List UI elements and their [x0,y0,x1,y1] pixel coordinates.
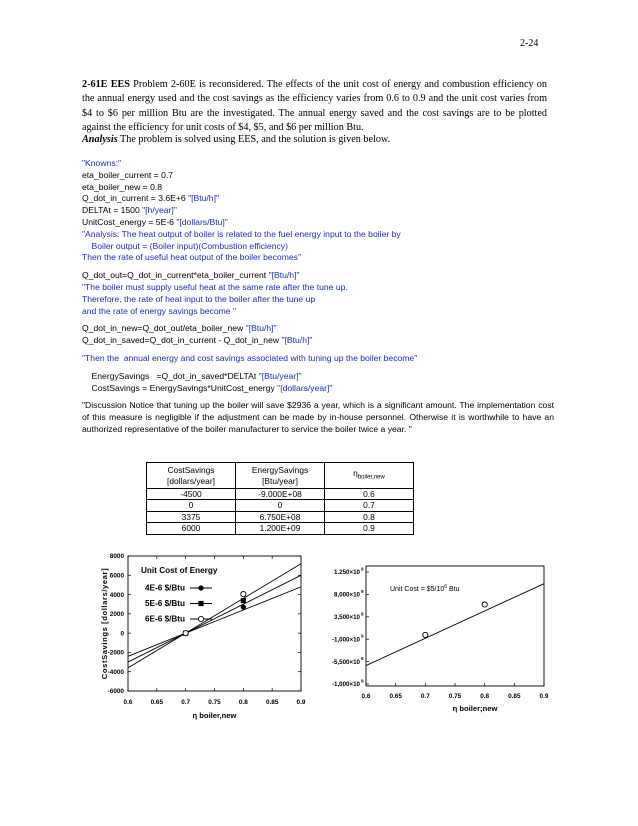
chart-series-lines [366,584,544,666]
code-unit-comment: "[Btu/h]" [188,193,220,204]
y-tick-label: 6000 [109,572,124,580]
table-cell: 0.6 [325,489,414,500]
table-cell: 1.200E+09 [236,523,325,534]
data-point [198,601,203,606]
code-unit-comment: "[dollars/Btu]" [176,216,228,227]
y-tick-label: -5,500×10 [331,658,360,666]
y-tick-label: 0 [120,630,124,638]
chart-markers [183,585,246,635]
table-cell: 3375 [147,511,236,522]
page-number: 2-24 [520,38,539,49]
code-line: "Then the annual energy and cost savings associated with tuning up the boiler become" [82,352,418,363]
table-row [147,511,414,522]
code-expression: EnergySavings =Q_dot_in_saved*DELTAt [82,370,259,381]
problem-tag: EES [110,79,130,90]
data-point [198,585,203,590]
x-tick-label: 0.7 [181,699,191,706]
chart-markers [423,602,488,638]
y-tick-label: 2000 [109,611,124,619]
code-line: Then the rate of useful heat output of the boiler becomes" [82,252,301,263]
x-tick-label: 0.6 [361,693,371,700]
data-point [423,632,428,637]
annotation [390,584,460,593]
table-row [147,500,414,511]
x-tick-label: 0.9 [539,693,549,700]
table-row [147,523,414,534]
code-unit-comment: "[h/year]" [142,205,177,216]
data-point [482,602,487,607]
data-point [241,605,246,610]
header-sub: boiler,new [357,474,385,481]
y-tick-label: -6000 [107,688,124,696]
chart-axes [128,556,301,691]
y-tick-exponent: 9 [361,633,364,639]
code-line: Therefore, the rate of heat input to the boiler after the tune up [82,293,316,304]
x-tick-label: 0.6 [123,699,133,706]
data-point [198,616,203,621]
code-line [82,193,562,205]
x-tick-label: 0.8 [238,699,248,706]
energy-savings-chart [316,548,556,728]
problem-text: Problem 2-60E is reconsidered. The effects of the unit cost of energy and combustion efficiency on the annual energy used and the cost savings as the efficiency varies from 0.6 to 0.9 and the unit cost varies from $4 to $6 per million Btu are the investigated. The annual energy saved and the cost savings are to be plotted against the efficiency for unit costs of $4, $5, and $6 per million Btu. [82,79,547,134]
code-expression: UnitCost_energy = 5E-6 [82,216,177,227]
code-line: "Knowns:" [82,158,122,168]
y-tick-label: 4000 [109,591,124,599]
code-line [82,371,562,383]
cost-savings-chart [96,548,312,728]
y-tick-exponent: 9 [361,678,364,684]
y-axis-label: CostSavings [dollars/year] [100,567,109,680]
header-name: EnergySavings [251,465,309,476]
annotation-sup: 6 [444,584,448,590]
plot-frame [128,556,301,691]
data-point [241,598,246,603]
y-tick-label: 8,000×10 [334,591,360,599]
analysis-paragraph [82,134,552,145]
x-tick-label: 0.8 [480,693,490,700]
series-line [366,584,544,666]
table-cell: 0.8 [325,511,414,522]
x-tick-label: 0.7 [420,693,430,700]
code-line: Boiler output = (Boiler input)(Combustion efficiency) [82,240,288,251]
code-expression: Q_dot_in_current = 3.6E+6 [82,193,189,204]
header-name: η [353,467,358,478]
x-tick-label: 0.85 [508,693,521,700]
code-unit-comment: "[Btu/h]" [268,270,300,281]
y-tick-label: 3,500×10 [334,614,360,621]
plot-frame [366,566,544,686]
data-point [241,591,246,596]
table-cell: -9.000E+08 [236,489,325,500]
code-line: eta_boiler_new = 0.8 [82,181,163,192]
table-header-row [147,463,414,489]
x-tick-label: 0.75 [448,693,462,700]
x-tick-label: 0.85 [265,699,279,706]
y-tick-label: 8000 [109,553,124,561]
y-tick-exponent: 9 [361,611,364,617]
y-tick-exponent: 9 [361,566,364,572]
code-expression: Q_dot_in_new=Q_dot_out/eta_boiler_new [82,323,246,334]
header-unit: [dollars/year] [167,475,215,486]
table-body [147,489,414,535]
code-expression: Q_dot_in_saved=Q_dot_in_current - Q_dot_in_new [82,335,282,346]
problem-id: 2-61E [82,79,108,90]
code-line: "The boiler must supply useful heat at the same rate after the tune up. [82,281,348,292]
y-tick-label: -4000 [107,668,124,676]
legend-title: Unit Cost of Energy [141,566,218,575]
header-name: CostSavings [167,465,215,476]
table-header [147,463,236,489]
code-unit-comment: "[Btu/h]" [245,323,277,334]
chart-labels [332,567,549,714]
annotation-suffix: Btu [447,586,460,593]
x-tick-label: 0.9 [296,699,306,706]
header-unit: [Btu/year] [262,475,298,486]
discussion-text: "Discussion Notice that tuning up the boiler will save $2936 a year, which is a significant amount. The implementation cost of this measure is negligible if the adjustment can be made by in-house personnel. Otherwise it is worthwhile to have an authorized representative of the boiler manufacturer to service the boiler twice a year. " [82,400,554,434]
chart-axes [366,566,544,686]
legend-label: 6E-6 $/Btu [145,614,186,624]
table-cell: 0 [147,500,236,511]
code-unit-comment: "[dollars/year]" [277,382,333,393]
code-line [82,270,562,282]
analysis-label: Analysis [82,134,118,145]
table-cell: 6000 [147,523,236,534]
x-axis-label: η boiler,new [192,711,237,720]
ees-code-block [82,158,562,436]
code-unit-comment: "[Btu/h]" [281,335,313,346]
data-point [183,631,188,636]
code-expression: Q_dot_out=Q_dot_in_current*eta_boiler_current [82,270,269,281]
analysis-text: The problem is solved using EES, and the solution is given below. [120,134,391,145]
code-line: "Analysis: The heat output of boiler is related to the fuel energy input to the boiler by [82,228,401,239]
y-tick-exponent: 9 [361,588,364,594]
x-tick-label: 0.65 [150,699,164,706]
x-axis-label: η boiler;new [452,704,498,713]
x-tick-label: 0.75 [208,699,221,706]
code-line: eta_boiler_current = 0.7 [82,169,174,180]
y-tick-label: -1,000×10 [331,636,360,644]
table-cell: 0.7 [325,500,414,511]
table-row [147,489,414,500]
code-line [82,205,562,217]
problem-statement [82,78,547,136]
results-table [146,462,414,535]
code-expression: CostSavings = EnergySavings*UnitCost_energy [82,382,278,393]
chart-labels [100,553,306,720]
legend-label: 5E-6 $/Btu [145,599,186,608]
code-unit-comment: "[Btu/year]" [258,370,302,381]
code-line [82,335,562,347]
x-tick-label: 0.65 [389,693,402,700]
legend-label: 4E-6 $/Btu [145,583,186,593]
y-tick-exponent: 9 [361,656,364,662]
table-header [325,463,414,489]
code-line [82,217,562,229]
table-cell: -4500 [147,489,236,500]
y-tick-label: -1,000×10 [331,681,360,689]
code-line [82,323,562,335]
table-cell: 0 [236,500,325,511]
y-tick-label: -2000 [107,649,124,657]
table-header [236,463,325,489]
annotation-text: Unit Cost = $5/10 [390,586,445,593]
code-expression: DELTAt = 1500 [82,205,143,216]
code-line [82,383,562,395]
y-tick-label: 1.250×10 [334,569,360,577]
table-cell: 0.9 [325,523,414,534]
code-line: and the rate of energy savings become " [82,305,237,316]
code-lines [82,158,562,400]
table-cell: 6.750E+08 [236,511,325,522]
